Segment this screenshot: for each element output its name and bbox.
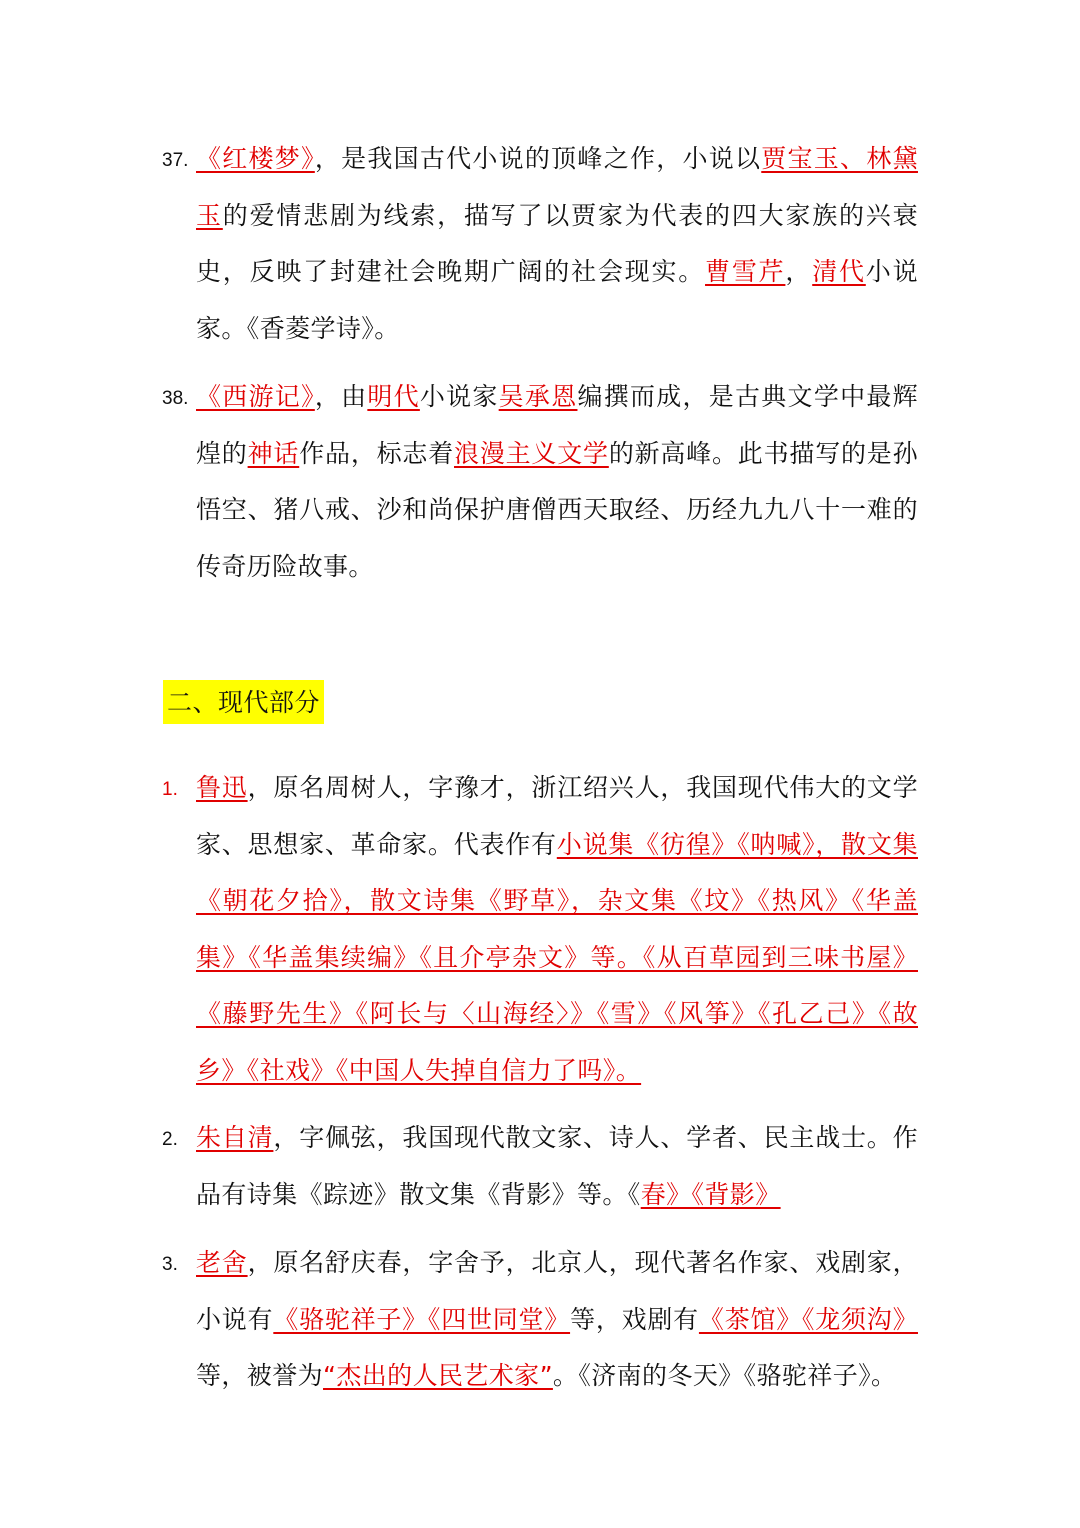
plain-text: 。《济南的冬天》《骆驼祥子》。 bbox=[552, 1361, 897, 1391]
list-item-3 bbox=[162, 1235, 922, 1405]
item-text bbox=[196, 760, 918, 1100]
highlight-author: 吴承恩 bbox=[498, 382, 578, 411]
list-item-37 bbox=[162, 131, 922, 357]
list-item-38 bbox=[162, 369, 922, 595]
highlight-works: 小说集《彷徨》《呐喊》，散文集《朝花夕拾》，散文诗集《野草》，杂文集《坟》《热风》《华盖集》《华盖集续编》《且介亭杂文》等。《从百草园到三味书屋》《藤野先生》《阿长与〈山海经〉》《雪》《风筝》《孔乙己》《故乡》《社戏》《中国人失掉自信力了吗》。 bbox=[196, 829, 918, 1085]
plain-text: 编撰而成，是古典文学中最辉煌的 bbox=[196, 382, 919, 468]
highlight-author: 朱自清 bbox=[196, 1123, 274, 1152]
plain-text: ，原名舒庆春，字舍予，北京人，现代著名作家、戏剧家，小说有 bbox=[196, 1248, 918, 1334]
plain-text: ，原名周树人，字豫才，浙江绍兴人，我国现代伟大的文学家、思想家、革命家。代表作有 bbox=[196, 773, 918, 859]
item-text bbox=[196, 369, 918, 595]
plain-text: 等，被誉为 bbox=[196, 1361, 324, 1391]
highlight-author: 鲁迅 bbox=[196, 773, 248, 802]
highlight-plays: 《茶馆》《龙须沟》 bbox=[698, 1304, 918, 1334]
item-text bbox=[196, 131, 918, 357]
highlight-author: 老舍 bbox=[196, 1248, 248, 1277]
highlight-author: 曹雪芹 bbox=[705, 257, 786, 287]
highlight-title: 《红楼梦》 bbox=[196, 144, 315, 173]
highlight-honor: “杰出的人民艺术家” bbox=[323, 1361, 553, 1391]
item-text bbox=[196, 1235, 918, 1405]
plain-text: ， bbox=[785, 257, 813, 287]
plain-text: 的爱情悲剧为线索，描写了以贾家为代表的四大家族的兴衰史，反映了封建社会晚期广阔的社会现实。 bbox=[196, 200, 918, 287]
highlight-dynasty: 明代 bbox=[367, 382, 420, 411]
plain-text: 小说家 bbox=[419, 382, 499, 411]
section-heading: 二、现代部分 bbox=[163, 680, 324, 724]
highlight-dynasty: 清代 bbox=[812, 257, 866, 287]
plain-text: 的新高峰。此书描写的是孙悟空、猪八戒、沙和尚保护唐僧西天取经、历经九九八十一难的传奇历险故事。 bbox=[196, 438, 918, 581]
highlight-title: 《西游记》 bbox=[196, 382, 315, 411]
item-number: 38. bbox=[162, 388, 189, 409]
item-number: 2. bbox=[162, 1129, 178, 1150]
plain-text: 等，戏剧有 bbox=[570, 1304, 699, 1334]
plain-text: ，由 bbox=[314, 382, 368, 411]
item-number: 37. bbox=[162, 150, 189, 171]
item-text bbox=[196, 1110, 918, 1223]
plain-text: ，是我国古代小说的顶峰之作，小说以 bbox=[314, 144, 762, 173]
highlight-works: 春》《背影》 bbox=[640, 1179, 781, 1209]
item-number: 3. bbox=[162, 1254, 178, 1275]
highlight-novels: 《骆驼祥子》《四世同堂》 bbox=[273, 1304, 571, 1334]
list-item-2 bbox=[162, 1110, 922, 1223]
plain-text: 小说家。《香菱学诗》。 bbox=[196, 257, 918, 343]
highlight-genre: 神话 bbox=[247, 438, 300, 468]
plain-text: 作品，标志着 bbox=[299, 438, 455, 468]
item-number: 1. bbox=[162, 779, 178, 800]
highlight-characters: 贾宝玉、林黛玉 bbox=[196, 144, 918, 230]
plain-text: ，字佩弦，我国现代散文家、诗人、学者、民主战士。作品有诗集《踪迹》散文集《背影》等。《 bbox=[196, 1123, 918, 1209]
highlight-literature: 浪漫主义文学 bbox=[454, 438, 609, 468]
list-item-1 bbox=[162, 760, 922, 1100]
